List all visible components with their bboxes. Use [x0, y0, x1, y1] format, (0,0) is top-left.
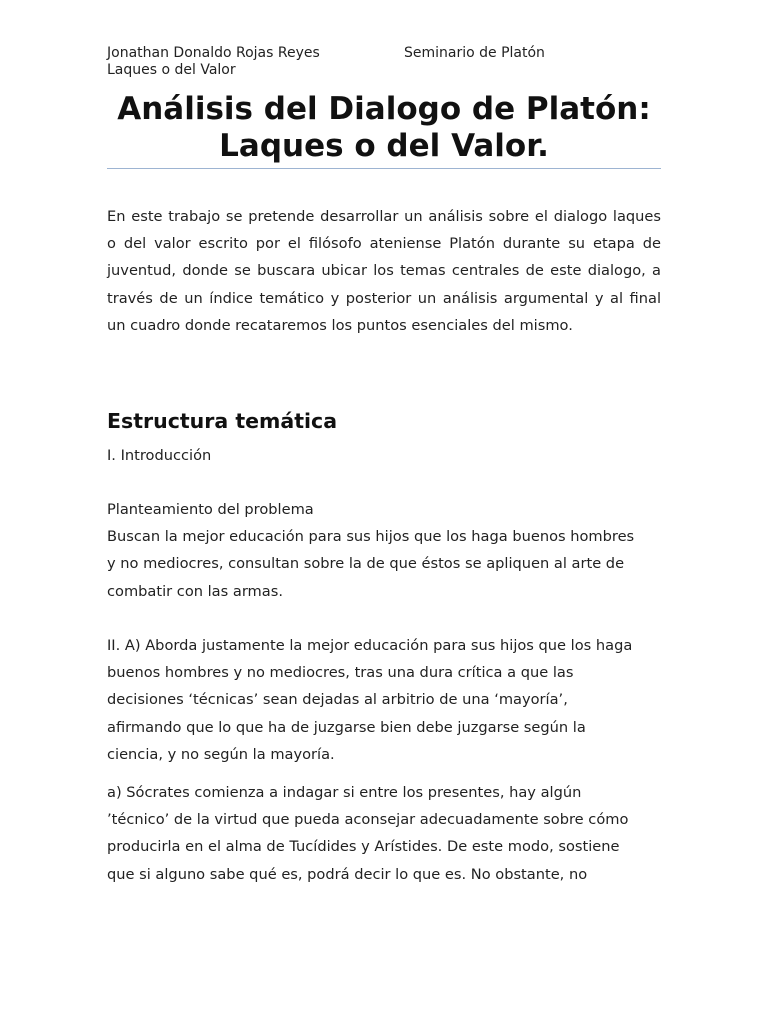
header-subtitle: Laques o del Valor: [107, 62, 236, 78]
title-divider: [107, 168, 661, 169]
section-heading: Estructura temática: [107, 409, 338, 433]
document-title-line-1: Análisis del Dialogo de Platón:: [117, 91, 651, 127]
problem-paragraph: [107, 496, 661, 605]
document-title-line-2: Laques o del Valor.: [219, 128, 549, 164]
problem-label: Planteamiento del problema: [107, 501, 314, 518]
introduction-label: I. Introducción: [107, 447, 212, 464]
problem-line: y no mediocres, consultan sobre la de que éstos se apliquen al arte de: [107, 555, 625, 573]
part-two-paragraph: [107, 632, 661, 768]
part-two-line: afirmando que lo que ha de juzgarse bien debe juzgarse según la: [107, 718, 586, 736]
part-two-line: decisiones ‘técnicas’ sean dejadas al arbitrio de una ‘mayoría’,: [107, 691, 568, 709]
part-two-a-line: ’técnico’ de la virtud que pueda aconsejar adecuadamente sobre cómo: [107, 811, 629, 829]
problem-line: Buscan la mejor educación para sus hijos que los haga buenos hombres: [107, 528, 635, 546]
part-two-line: ciencia, y no según la mayoría.: [107, 745, 335, 763]
part-two-a-line: a) Sócrates comienza a indagar si entre los presentes, hay algún: [107, 784, 582, 801]
intro-paragraph: En este trabajo se pretende desarrollar un análisis sobre el dialogo laques o del valor escrito por el filósofo ateniense Platón durante su etapa de juventud, donde se buscara ubicar los temas centrales de este dialogo, a través de un índice temático y posterior un análisis argumental y al final un cuadro donde recataremos los puntos esenciales del mismo.: [107, 208, 661, 334]
part-two-line: buenos hombres y no mediocres, tras una dura crítica a que las: [107, 664, 574, 682]
header-course: Seminario de Platón: [404, 45, 545, 61]
part-two-a-line: que si alguno sabe qué es, podrá decir lo que es. No obstante, no: [107, 865, 588, 883]
problem-line: combatir con las armas.: [107, 582, 283, 600]
part-two-line: II. A) Aborda justamente la mejor educación para sus hijos que los haga: [107, 637, 633, 654]
part-two-a-paragraph: [107, 779, 661, 888]
part-two-a-line: producirla en el alma de Tucídides y Arístides. De este modo, sostiene: [107, 838, 620, 856]
header-author: Jonathan Donaldo Rojas Reyes: [107, 45, 320, 61]
